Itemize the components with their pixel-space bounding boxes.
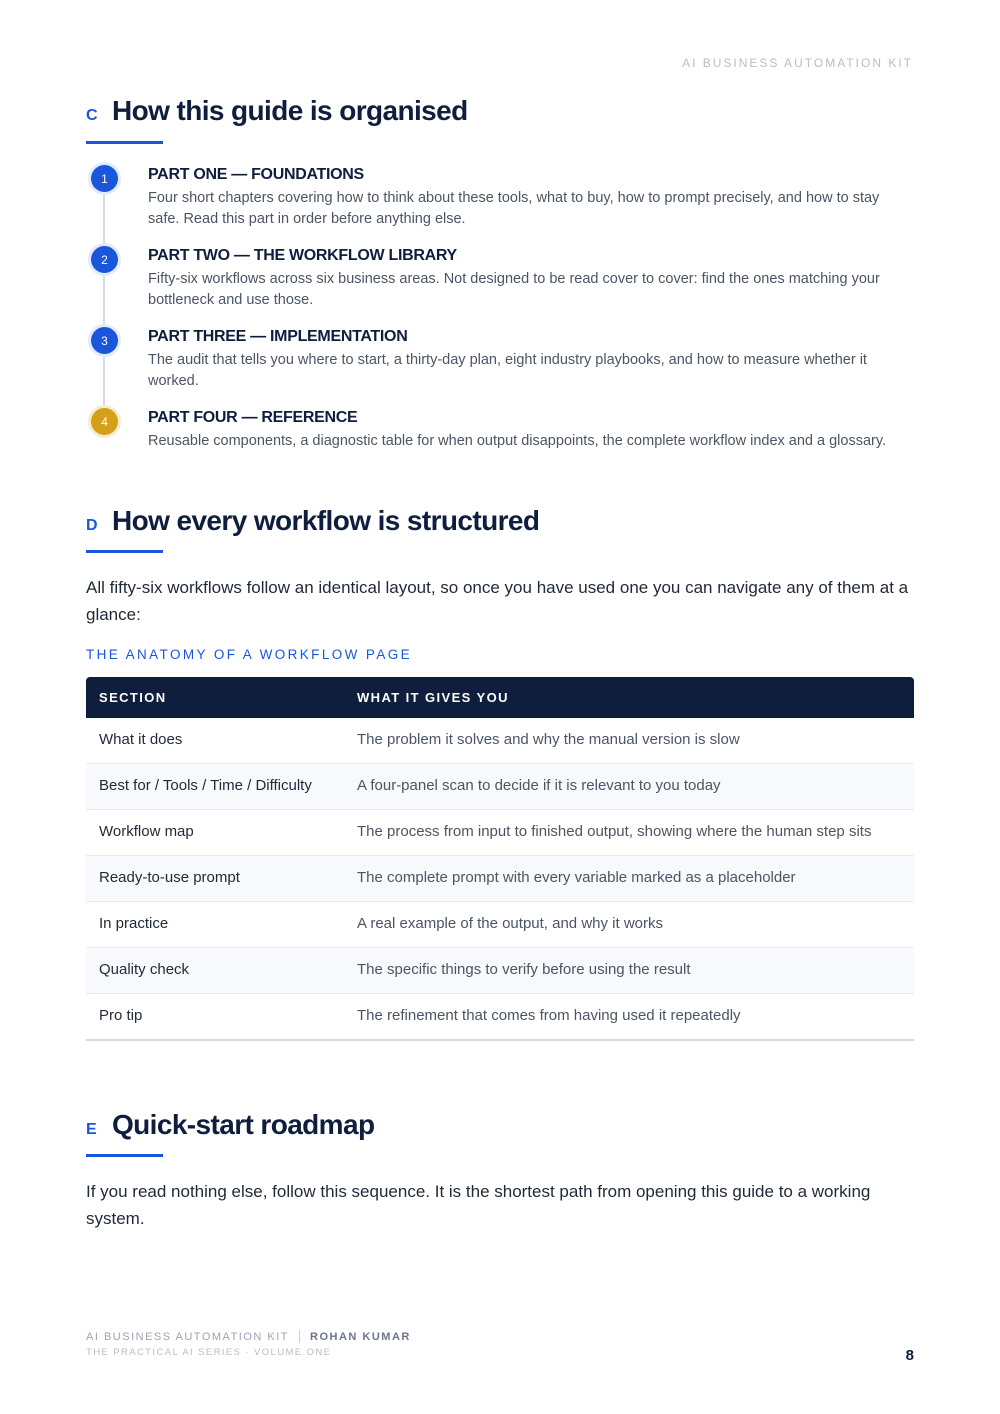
section-cell: Quality check bbox=[86, 948, 344, 994]
step-number-badge: 1 bbox=[91, 165, 118, 192]
description-cell: The specific things to verify before using the result bbox=[344, 948, 914, 994]
section-title: How this guide is organised bbox=[112, 95, 468, 126]
part-item bbox=[86, 403, 914, 484]
table-row bbox=[86, 902, 914, 948]
section-d-heading bbox=[86, 505, 539, 537]
section-letter: C bbox=[86, 107, 98, 124]
footer-kit-name: AI BUSINESS AUTOMATION KIT bbox=[86, 1330, 290, 1343]
footer-series: THE PRACTICAL AI SERIES · VOLUME ONE bbox=[86, 1347, 332, 1358]
step-number-badge: 3 bbox=[91, 327, 118, 354]
section-letter: D bbox=[86, 517, 98, 534]
running-head: AI BUSINESS AUTOMATION KIT bbox=[682, 56, 913, 70]
part-title: PART THREE — IMPLEMENTATION bbox=[148, 328, 408, 345]
description-cell: A four-panel scan to decide if it is relevant to you today bbox=[344, 764, 914, 810]
footer-divider bbox=[299, 1330, 300, 1343]
part-description: Reusable components, a diagnostic table for when output disappoints, the complete workflow index and a glossary. bbox=[148, 433, 887, 449]
table-row bbox=[86, 764, 914, 810]
description-cell: A real example of the output, and why it works bbox=[344, 902, 914, 948]
section-cell: Ready-to-use prompt bbox=[86, 856, 344, 902]
description-cell: The refinement that comes from having used it repeatedly bbox=[344, 994, 914, 1041]
table-row bbox=[86, 718, 914, 764]
step-number-badge: 4 bbox=[91, 408, 118, 435]
workflow-intro-paragraph: All fifty-six workflows follow an identical layout, so once you have used one you can navigate any of them at a glance: bbox=[86, 578, 909, 624]
part-item bbox=[86, 322, 914, 403]
section-title: Quick-start roadmap bbox=[112, 1109, 375, 1140]
table-header-row bbox=[86, 677, 914, 718]
section-cell: Pro tip bbox=[86, 994, 344, 1041]
description-cell: The problem it solves and why the manual version is slow bbox=[344, 718, 914, 764]
table-row bbox=[86, 994, 914, 1041]
page-number: 8 bbox=[905, 1347, 914, 1364]
section-rule bbox=[86, 141, 163, 144]
description-cell: The process from input to finished output, showing where the human step sits bbox=[344, 810, 914, 856]
footer-credit bbox=[86, 1330, 411, 1343]
section-letter: E bbox=[86, 1121, 97, 1138]
roadmap-intro-paragraph: If you read nothing else, follow this sequence. It is the shortest path from opening this guide to a working system. bbox=[86, 1182, 871, 1228]
part-title: PART TWO — THE WORKFLOW LIBRARY bbox=[148, 247, 457, 264]
section-rule bbox=[86, 1154, 163, 1157]
footer-author: ROHAN KUMAR bbox=[310, 1330, 411, 1343]
section-rule bbox=[86, 550, 163, 553]
table-row bbox=[86, 856, 914, 902]
part-title: PART ONE — FOUNDATIONS bbox=[148, 166, 364, 183]
part-item bbox=[86, 241, 914, 322]
section-title: How every workflow is structured bbox=[112, 505, 540, 536]
step-number-badge: 2 bbox=[91, 246, 118, 273]
part-description: The audit that tells you where to start, a thirty-day plan, eight industry playbooks, and how to measure whether it worked. bbox=[148, 352, 867, 389]
table-row bbox=[86, 810, 914, 856]
section-cell: Best for / Tools / Time / Difficulty bbox=[86, 764, 344, 810]
part-title: PART FOUR — REFERENCE bbox=[148, 409, 358, 426]
column-header-section: SECTION bbox=[86, 677, 344, 718]
section-c-heading bbox=[86, 95, 468, 127]
page-footer bbox=[86, 1330, 411, 1358]
section-e-heading bbox=[86, 1109, 374, 1141]
table-row bbox=[86, 948, 914, 994]
table-eyebrow: THE ANATOMY OF A WORKFLOW PAGE bbox=[86, 647, 413, 662]
parts-timeline bbox=[86, 160, 914, 484]
part-item bbox=[86, 160, 914, 241]
section-cell: Workflow map bbox=[86, 810, 344, 856]
description-cell: The complete prompt with every variable marked as a placeholder bbox=[344, 856, 914, 902]
part-description: Four short chapters covering how to think about these tools, what to buy, how to prompt precisely, and how to stay safe. Read this part in order before anything else. bbox=[148, 190, 880, 227]
section-cell: What it does bbox=[86, 718, 344, 764]
part-description: Fifty-six workflows across six business areas. Not designed to be read cover to cover: find the ones matching your bottleneck and use those. bbox=[148, 271, 880, 308]
workflow-anatomy-table bbox=[86, 677, 914, 1041]
column-header-what-it-gives: WHAT IT GIVES YOU bbox=[344, 677, 914, 718]
section-cell: In practice bbox=[86, 902, 344, 948]
